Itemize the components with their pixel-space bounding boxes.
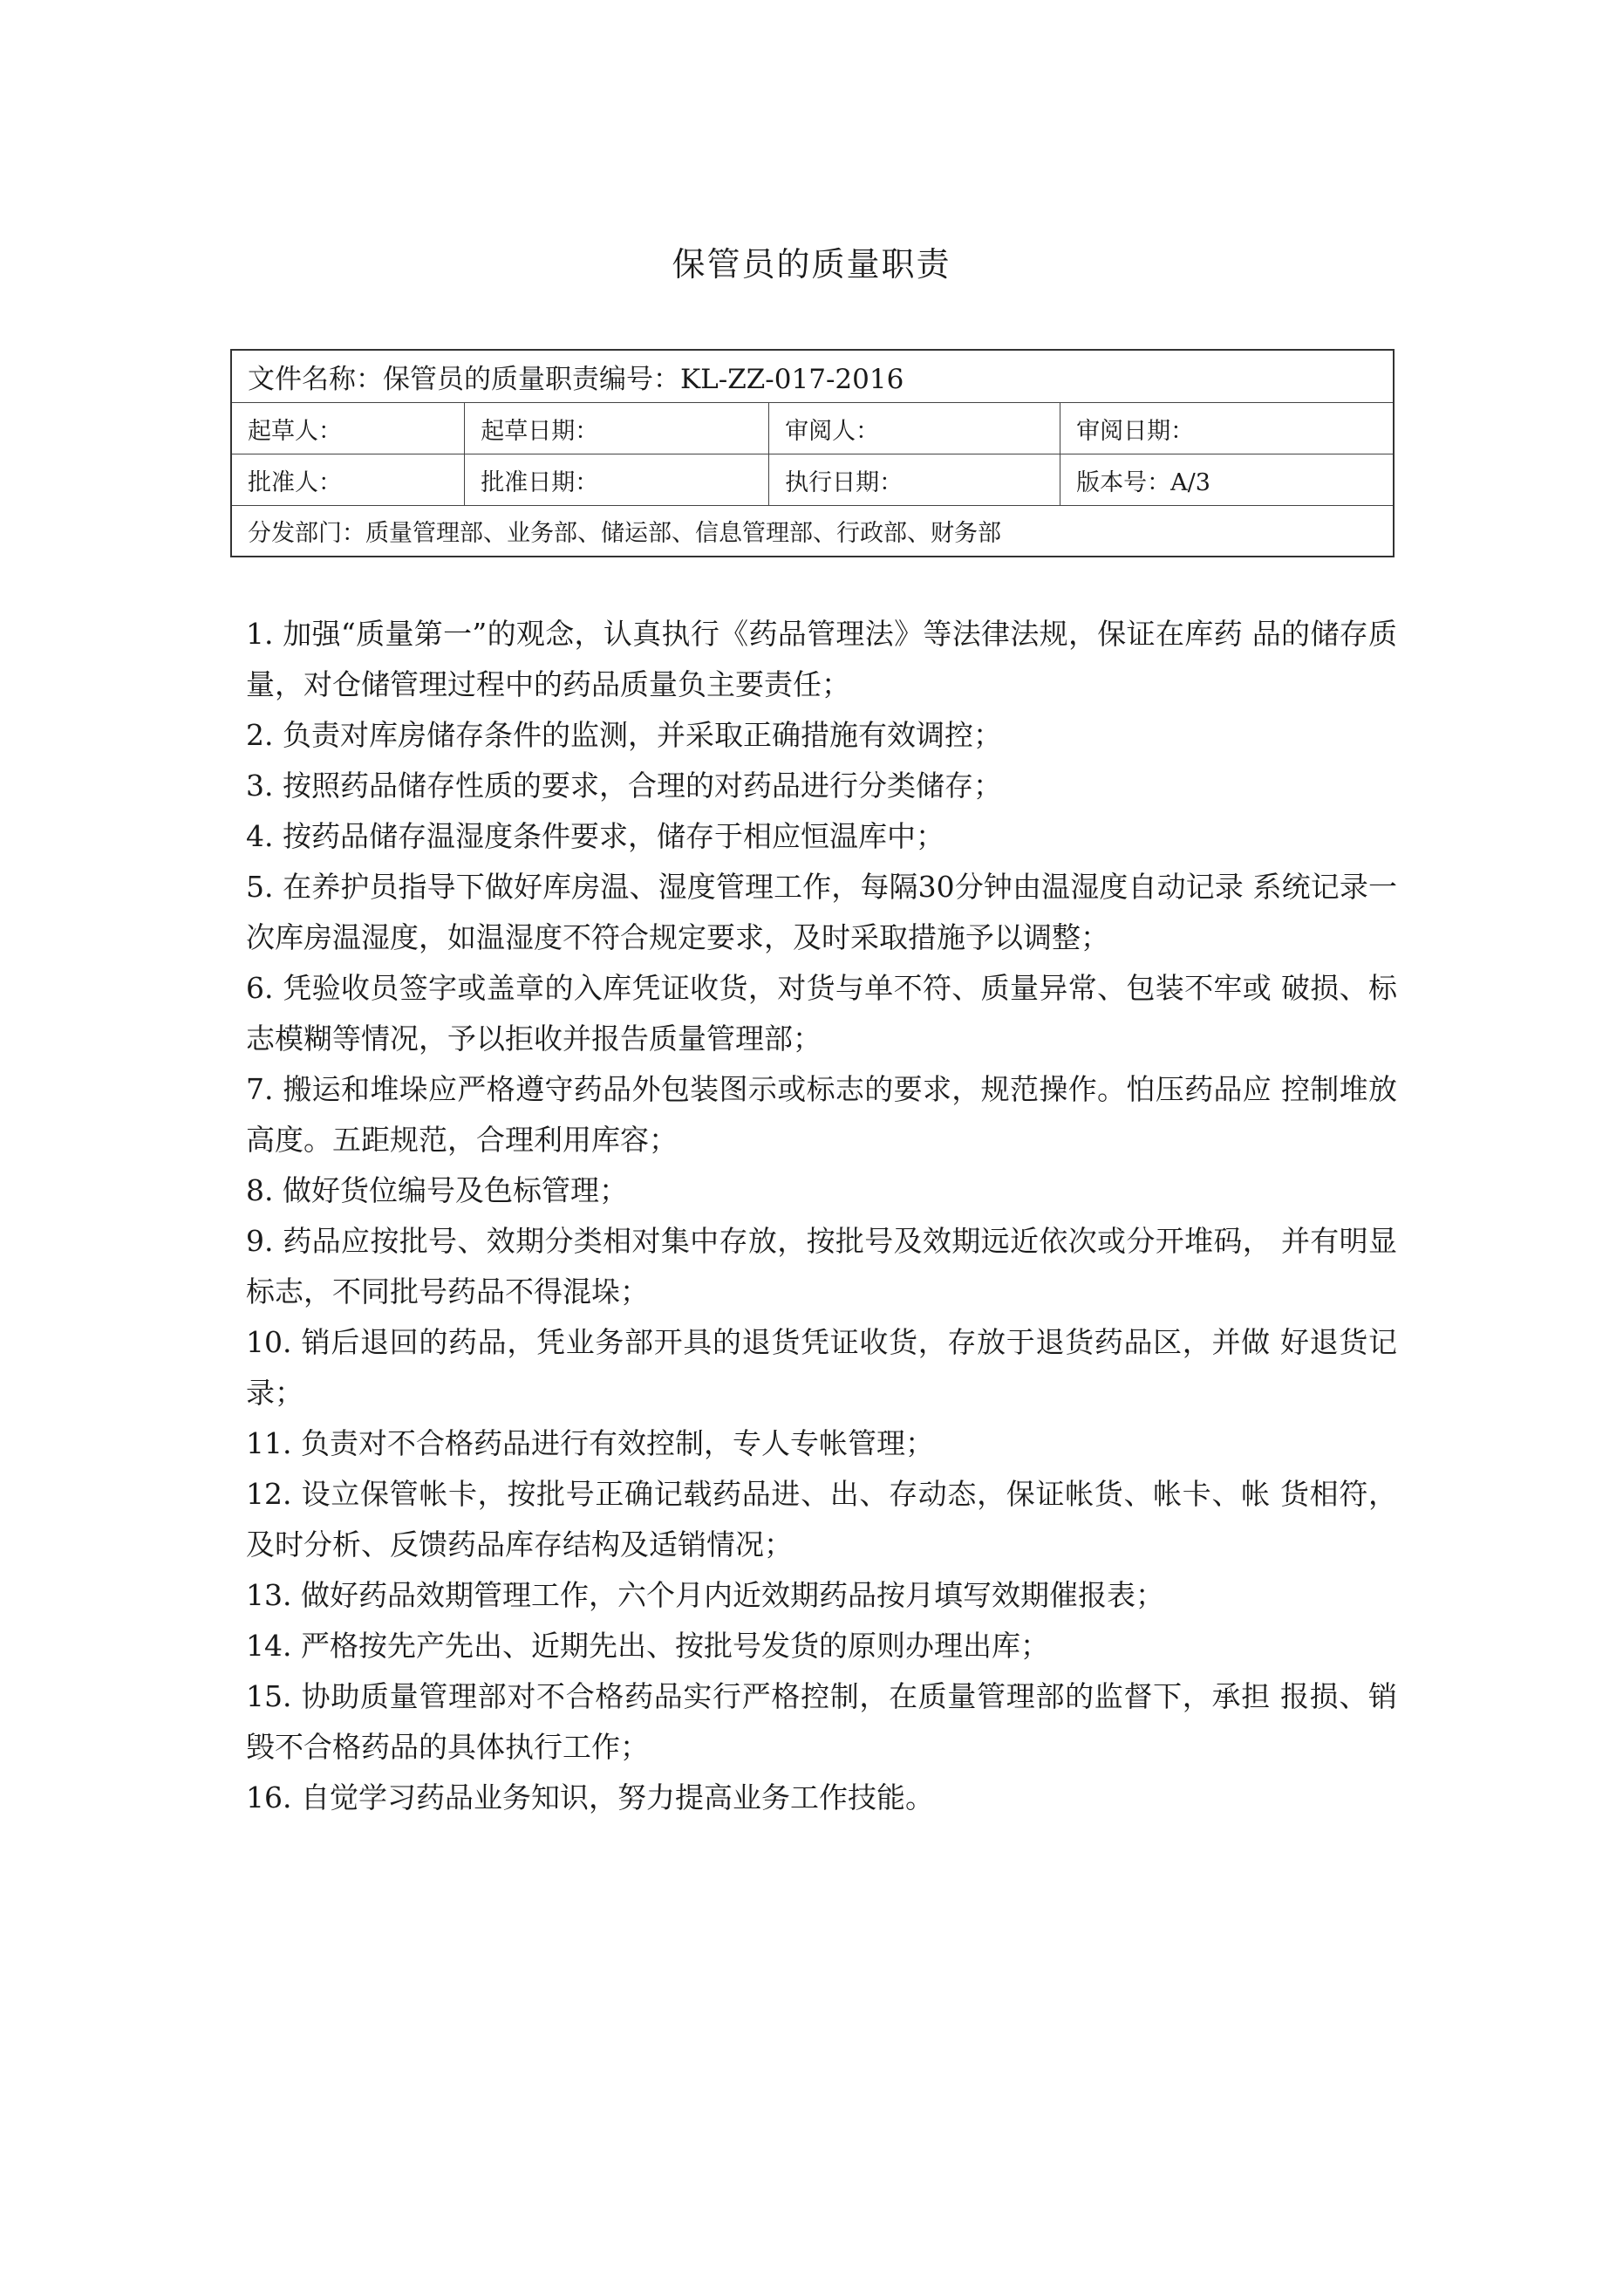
duty-item: 2. 负责对库房储存条件的监测，并采取正确措施有效调控； <box>246 718 1002 752</box>
duty-item: 4. 按药品储存温湿度条件要求，储存于相应恒温库中； <box>246 819 944 853</box>
duty-item: 14. 严格按先产先出、近期先出、按批号发货的原则办理出库； <box>246 1629 1049 1663</box>
duties-list <box>246 609 1397 1823</box>
duty-item: 15. 协助质量管理部对不合格药品实行严格控制，在质量管理部的监督下，承担 报损、销毁不合格药品的具体执行工作； <box>246 1679 1397 1764</box>
duty-item: 7. 搬运和堆垛应严格遵守药品外包装图示或标志的要求，规范操作。怕压药品应 控制堆放高度。五距规范，合理利用库容； <box>246 1072 1397 1157</box>
version-cell: 版本号：A/3 <box>1076 468 1210 496</box>
document-info-table <box>230 349 1395 557</box>
table-row <box>232 506 1393 556</box>
review-date-cell: 审阅日期： <box>1076 417 1195 445</box>
table-row <box>232 454 1393 506</box>
approver-cell: 批准人： <box>232 454 465 505</box>
table-row <box>232 351 1393 403</box>
duty-item: 16. 自觉学习药品业务知识，努力提高业务工作技能。 <box>246 1780 934 1814</box>
drafter-cell: 起草人： <box>232 403 465 454</box>
file-name-cell: 文件名称：保管员的质量职责编号：KL-ZZ-017-2016 <box>248 364 904 395</box>
duty-item: 5. 在养护员指导下做好库房温、湿度管理工作，每隔30分钟由温湿度自动记录 系统记录一次库房温湿度，如温湿度不符合规定要求，及时采取措施予以调整； <box>246 870 1397 954</box>
reviewer-cell: 审阅人： <box>769 403 1060 454</box>
duty-item: 13. 做好药品效期管理工作，六个月内近效期药品按月填写效期催报表； <box>246 1578 1164 1612</box>
duty-item: 6. 凭验收员签字或盖章的入库凭证收货，对货与单不符、质量异常、包装不牢或 破损、标志模糊等情况，予以拒收并报告质量管理部； <box>246 971 1397 1056</box>
duty-item: 12. 设立保管帐卡，按批号正确记载药品进、出、存动态，保证帐货、帐卡、帐 货相符，及时分析、反馈药品库存结构及适销情况； <box>246 1477 1397 1561</box>
duty-item: 10. 销后退回的药品，凭业务部开具的退货凭证收货，存放于退货药品区，并做 好退货记录； <box>246 1325 1397 1410</box>
draft-date-cell: 起草日期： <box>465 403 769 454</box>
duty-item: 11. 负责对不合格药品进行有效控制，专人专帐管理； <box>246 1426 934 1460</box>
distribution-cell: 分发部门：质量管理部、业务部、储运部、信息管理部、行政部、财务部 <box>248 520 1001 547</box>
duty-item: 8. 做好货位编号及色标管理； <box>246 1173 628 1207</box>
duty-item: 9. 药品应按批号、效期分类相对集中存放，按批号及效期远近依次或分开堆码， 并有明显标志，不同批号药品不得混垛； <box>246 1224 1397 1309</box>
exec-date-cell: 执行日期： <box>769 454 1060 505</box>
duty-item: 3. 按照药品储存性质的要求，合理的对药品进行分类储存； <box>246 769 1002 803</box>
approve-date-cell: 批准日期： <box>465 454 769 505</box>
duty-item: 1. 加强“质量第一”的观念，认真执行《药品管理法》等法律法规，保证在库药 品的储存质量，对仓储管理过程中的药品质量负主要责任； <box>246 617 1397 701</box>
table-row <box>232 403 1393 454</box>
page-title: 保管员的质量职责 <box>672 245 951 284</box>
